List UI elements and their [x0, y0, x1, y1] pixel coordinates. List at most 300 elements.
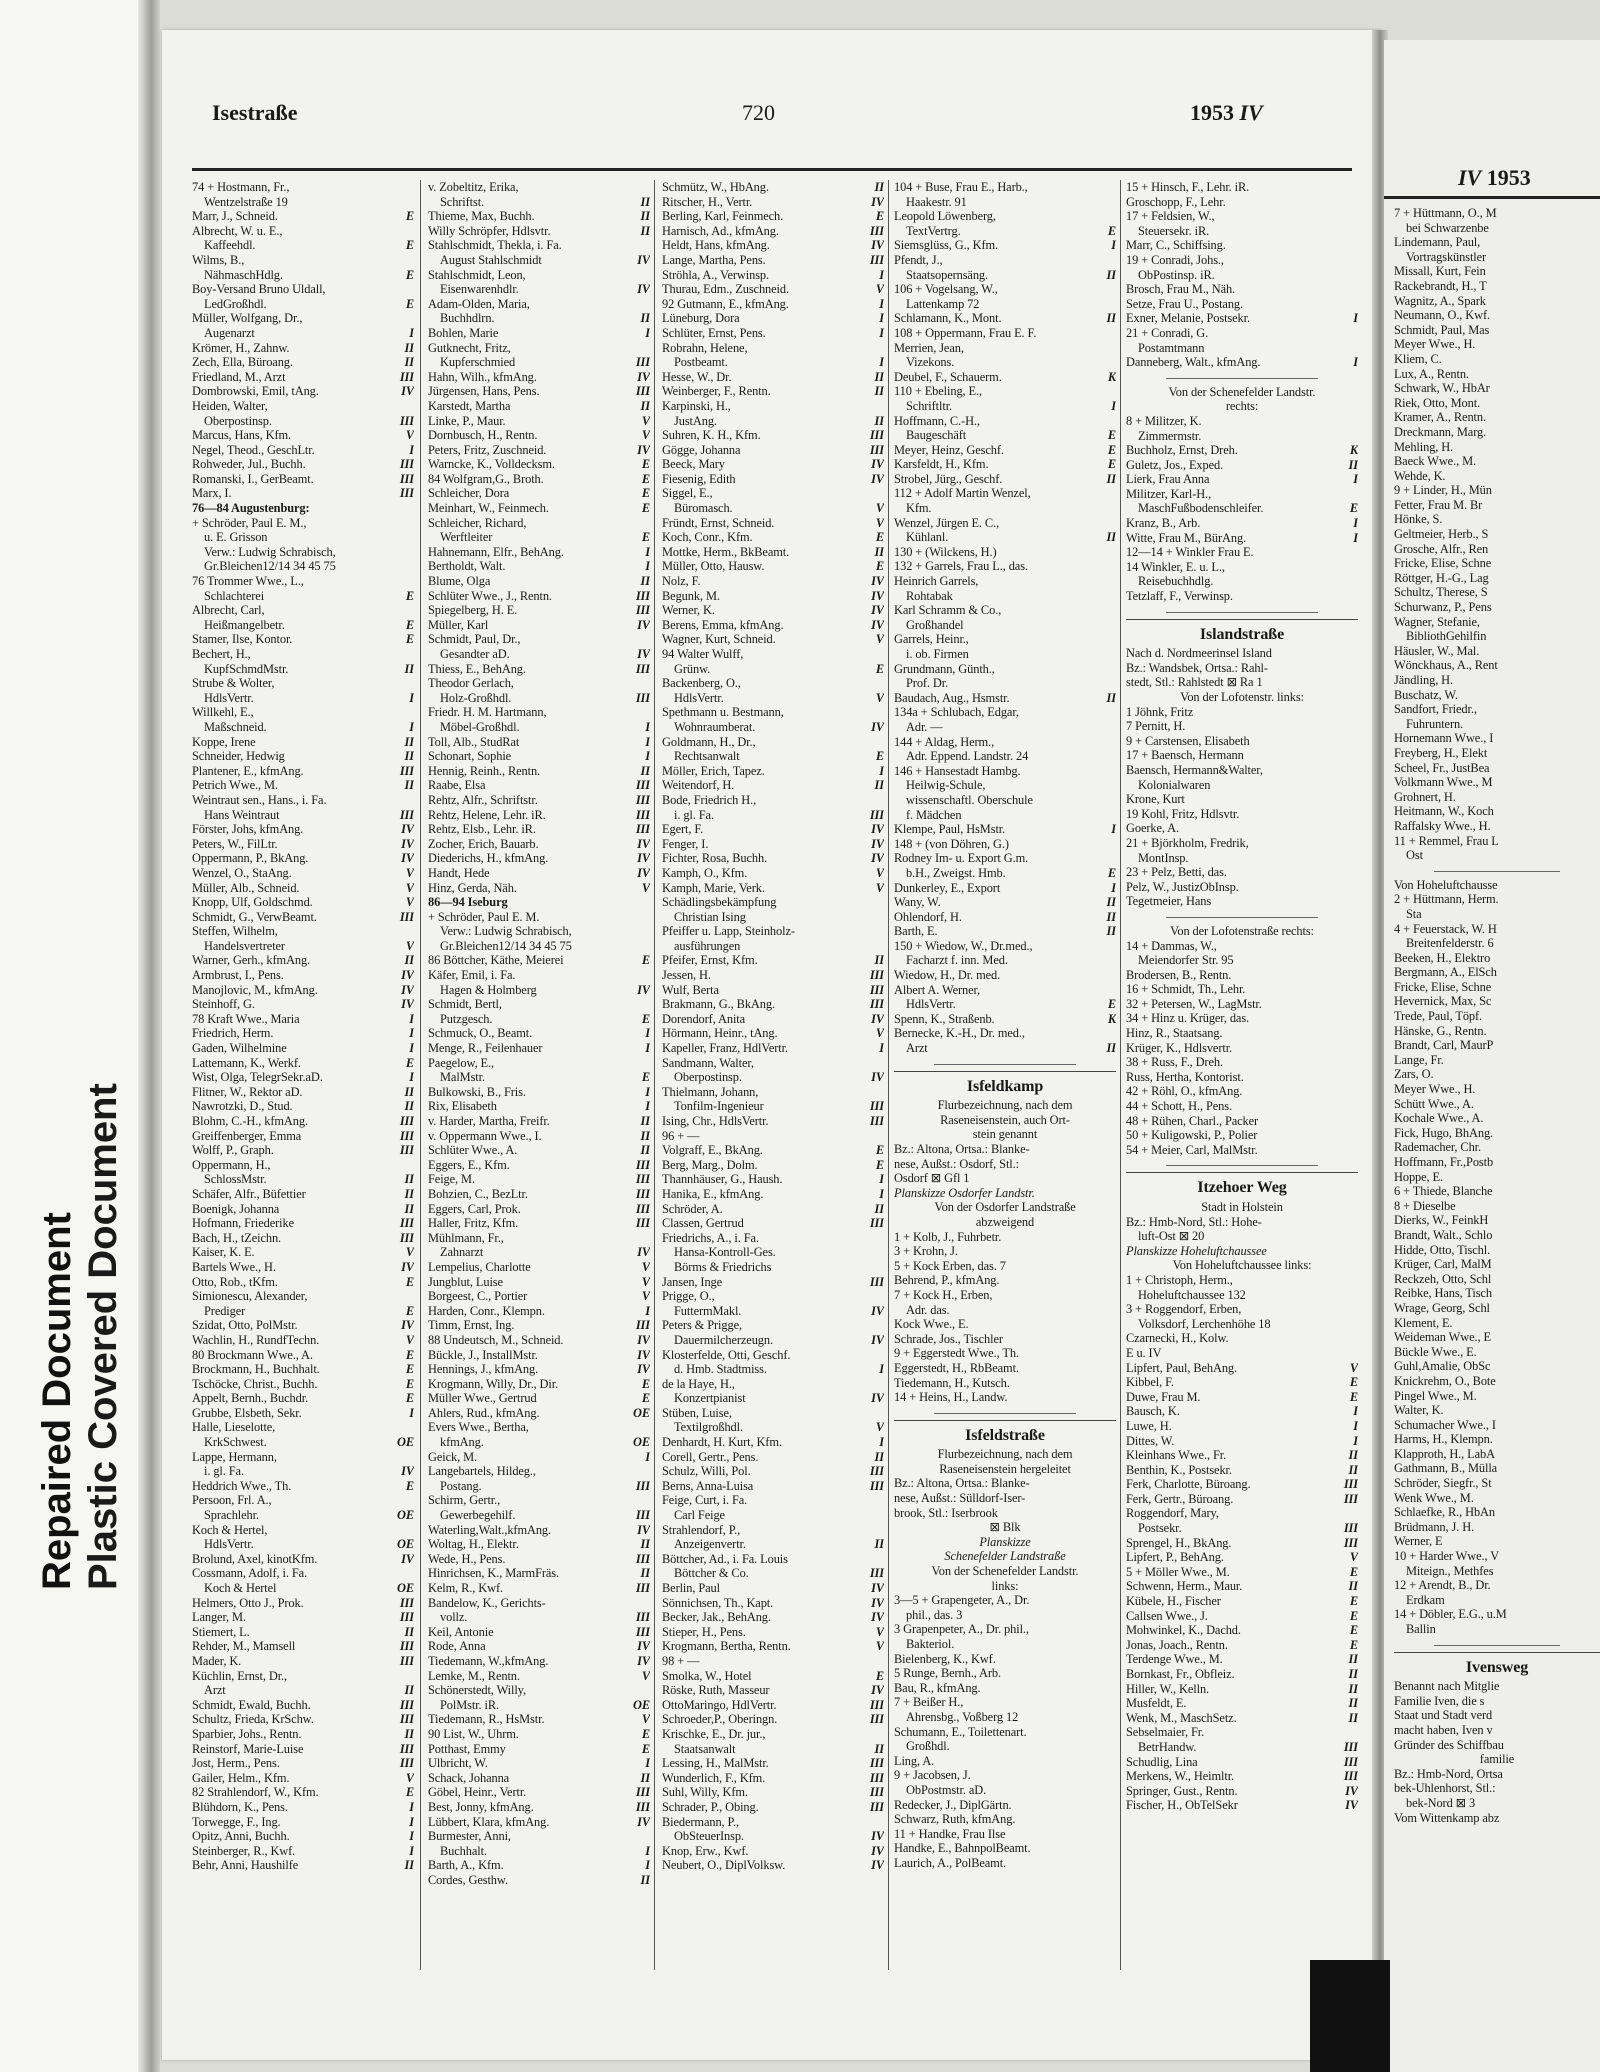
floor-marker: V: [405, 428, 414, 443]
entry-text: Berg, Marg., Dolm.: [662, 1157, 758, 1172]
entry-text: 3 Grapenpeter, A., Dr. phil.,: [894, 1622, 1029, 1637]
entry-text: Haakestr. 91: [906, 194, 967, 209]
floor-marker: I: [409, 1041, 414, 1056]
entry-line: [662, 282, 884, 297]
entry-line: [192, 1158, 414, 1173]
entry-line: [192, 530, 414, 545]
entry-line: [1126, 238, 1358, 253]
entry-text: nese, Außst.: Sülldorf-Iser-: [894, 1491, 1026, 1506]
entry-line: [894, 428, 1116, 443]
floor-marker: III: [635, 603, 650, 618]
entry-text: 74 + Hostmann, Fr.,: [192, 180, 290, 194]
entry-text: 9 + Eggerstedt Wwe., Th.: [894, 1346, 1019, 1361]
entry-line: [1126, 1099, 1358, 1114]
entry-text: Maßschneid.: [204, 719, 267, 734]
entry-line: [428, 1099, 650, 1114]
entry-line: [1394, 1345, 1600, 1360]
entry-text: i. gl. Fa.: [674, 807, 714, 822]
entry-line: [428, 691, 650, 706]
floor-marker: III: [869, 1697, 884, 1712]
entry-line: [662, 1216, 884, 1231]
entry-line: [894, 691, 1116, 706]
entry-text: Küchlin, Ernst, Dr.,: [192, 1668, 288, 1683]
entry-text: Sparbier, Johs., Rentn.: [192, 1726, 302, 1741]
entry-line: [894, 749, 1116, 764]
entry-line: [428, 808, 650, 823]
entry-text: Heiden, Walter,: [192, 398, 268, 413]
entry-text: Haller, Fritz, Kfm.: [428, 1216, 519, 1231]
entry-line: [192, 1260, 414, 1275]
entry-line: [1126, 1041, 1358, 1056]
entry-text: Ballin: [1406, 1622, 1436, 1636]
entry-text: August Stahlschmidt: [440, 252, 542, 267]
entry-line: [192, 1187, 414, 1202]
entry-line: [1126, 1725, 1358, 1740]
entry-text: 76 Trommer Wwe., L.,: [192, 574, 304, 589]
floor-marker: II: [404, 340, 414, 355]
entry-text: Cordes, Gesthw.: [428, 1872, 508, 1887]
entry-line: [428, 1216, 650, 1231]
entry-text: Suhl, Willy, Kfm.: [662, 1785, 748, 1800]
entry-text: Postang.: [440, 1478, 482, 1493]
entry-line: [192, 837, 414, 852]
entry-line: [662, 1785, 884, 1800]
entry-line: [428, 1348, 650, 1363]
floor-marker: I: [1111, 398, 1116, 413]
entry-text: Keil, Antonie: [428, 1624, 494, 1639]
entry-line: [1126, 1463, 1358, 1478]
entry-line: [894, 1841, 1116, 1856]
entry-text: Kramer, A., Rentn.: [1394, 410, 1486, 425]
entry-line: [662, 1654, 884, 1669]
entry-line: [1126, 1755, 1358, 1770]
entry-text: Schurwanz, P., Pens: [1394, 600, 1492, 615]
entry-line: [894, 1098, 1116, 1113]
floor-marker: II: [404, 1099, 414, 1114]
entry-text: Adr. —: [906, 719, 943, 734]
entry-text: 148 + (von Döhren, G.): [894, 836, 1009, 851]
entry-line: [192, 1085, 414, 1100]
entry-text: Blohm, C.-H., kfmAng.: [192, 1114, 308, 1128]
floor-marker: III: [399, 1114, 414, 1128]
floor-marker: I: [645, 325, 650, 340]
floor-marker: IV: [871, 1391, 884, 1406]
floor-marker: I: [645, 734, 650, 749]
floor-marker: III: [635, 1610, 650, 1625]
entry-line: [1394, 556, 1600, 571]
entry-line: [1394, 1520, 1600, 1535]
entry-text: Röske, Ruth, Masseur: [662, 1683, 770, 1698]
entry-text: Blume, Olga: [428, 574, 491, 589]
floor-marker: IV: [637, 1347, 650, 1362]
floor-marker: I: [1353, 311, 1358, 326]
entry-line: [428, 1756, 650, 1771]
entry-text: Schlüter, Ernst, Pens.: [662, 325, 766, 340]
entry-text: Reisebuchhdlg.: [1138, 574, 1214, 589]
floor-marker: I: [409, 1799, 414, 1814]
facing-header-rule: [1384, 196, 1600, 199]
entry-text: Heilwig-Schule,: [906, 778, 986, 793]
entry-text: Spiegelberg, H. E.: [428, 603, 518, 618]
floor-marker: E: [641, 953, 650, 968]
entry-text: Breitenfelderstr. 6: [1406, 936, 1494, 951]
entry-line: [1126, 1273, 1358, 1288]
entry-text: Dittes, W.: [1126, 1433, 1175, 1448]
entry-line: [1394, 980, 1600, 995]
entry-line: [1126, 968, 1358, 983]
entry-line: [894, 1506, 1116, 1521]
entry-line: [1394, 1549, 1600, 1564]
entry-line: [1394, 308, 1600, 323]
entry-text: Barth, A., Kfm.: [428, 1858, 504, 1873]
entry-text: Bartels Wwe., H.: [192, 1259, 276, 1274]
entry-text: Eisenwarenhdlr.: [440, 282, 519, 297]
entry-line: [1394, 1607, 1600, 1622]
entry-text: Planskizze Hoheluftchaussee: [1126, 1243, 1267, 1258]
entry-line: [894, 1710, 1116, 1725]
entry-text: Smolka, W., Hotel: [662, 1668, 752, 1683]
entry-text: familie: [1479, 1752, 1515, 1767]
floor-marker: IV: [637, 647, 650, 661]
floor-marker: III: [399, 1143, 414, 1158]
floor-marker: I: [1353, 355, 1358, 370]
entry-text: Schirm, Gertr.,: [428, 1493, 501, 1508]
column-4: [894, 180, 1116, 2060]
entry-line: [1126, 1448, 1358, 1463]
entry-text: Benannt nach Mitglie: [1394, 1679, 1500, 1694]
entry-line: [894, 1652, 1116, 1667]
floor-marker: I: [409, 1011, 414, 1026]
floor-marker: OE: [396, 1435, 414, 1450]
entry-line: [192, 705, 414, 720]
entry-line: [894, 1725, 1116, 1740]
entry-line: [894, 1376, 1116, 1391]
section-separator: [1166, 370, 1318, 379]
entry-text: Dornbusch, H., Rentn.: [428, 428, 538, 443]
street-heading: [894, 1071, 1116, 1099]
entry-line: [662, 1756, 884, 1771]
entry-text: FuttermMakl.: [674, 1303, 742, 1318]
entry-line: [662, 238, 884, 253]
entry-line: [662, 1420, 884, 1435]
entry-text: JustAng.: [674, 413, 717, 428]
section-separator: [1166, 604, 1318, 613]
floor-marker: E: [1349, 1594, 1358, 1609]
entry-line: [894, 1827, 1116, 1842]
entry-text: Fischer, H., ObTelSekr: [1126, 1798, 1238, 1813]
entry-line: [1126, 1026, 1358, 1041]
entry-line: [1394, 1461, 1600, 1476]
entry-text: Hennings, J., kfmAng.: [428, 1362, 539, 1377]
entry-line: [428, 1479, 650, 1494]
entry-text: Kleinhans Wwe., Fr.: [1126, 1448, 1227, 1463]
floor-marker: II: [1106, 909, 1116, 924]
entry-line: [894, 195, 1116, 210]
floor-marker: IV: [871, 1858, 884, 1873]
entry-text: Persoon, Frl. A.,: [192, 1493, 272, 1508]
entry-line: [662, 778, 884, 793]
entry-text: Militzer, Karl-H.,: [1126, 486, 1212, 501]
floor-marker: III: [399, 1595, 414, 1610]
floor-marker: IV: [637, 865, 650, 880]
floor-marker: I: [645, 1303, 650, 1318]
floor-marker: II: [874, 953, 884, 968]
entry-text: Lange, Fr.: [1394, 1052, 1444, 1067]
floor-marker: II: [1106, 895, 1116, 910]
entry-line: [1394, 804, 1600, 819]
entry-line: [894, 1157, 1116, 1172]
floor-marker: IV: [871, 1303, 884, 1318]
entry-line: [894, 1317, 1116, 1332]
entry-text: Friedland, M., Arzt: [192, 369, 286, 384]
entry-text: 7 + Kock H., Erben,: [894, 1287, 993, 1302]
floor-marker: V: [875, 880, 884, 895]
floor-marker: IV: [401, 822, 414, 837]
entry-line: [662, 457, 884, 472]
entry-text: Albrecht, Carl,: [192, 603, 265, 618]
entry-text: 1 Jöhnk, Fritz: [1126, 704, 1194, 719]
entry-text: Spenn, K., Straßenb.: [894, 1011, 995, 1026]
entry-text: 19 + Conradi, Johs.,: [1126, 252, 1224, 267]
floor-marker: E: [641, 457, 650, 472]
entry-text: Willkehl, E.,: [192, 705, 254, 720]
entry-text: Bohzien, C., BezLtr.: [428, 1186, 528, 1201]
entry-line: [428, 311, 650, 326]
entry-text: Nach d. Nordmeerinsel Island: [1126, 646, 1272, 661]
entry-text: Linke, P., Maur.: [428, 413, 506, 428]
entry-line: [894, 632, 1116, 647]
entry-line: [428, 399, 650, 414]
floor-marker: II: [640, 194, 650, 209]
entry-text: 112 + Adolf Martin Wenzel,: [894, 486, 1031, 501]
entry-text: Redecker, J., DiplGärtn.: [894, 1797, 1012, 1812]
entry-text: Konzertpianist: [674, 1391, 746, 1406]
entry-line: [1126, 1070, 1358, 1085]
entry-text: Stadt in Holstein: [1201, 1200, 1283, 1214]
entry-line: [1126, 1302, 1358, 1317]
entry-line: [894, 1186, 1116, 1201]
entry-line: [1126, 1667, 1358, 1682]
entry-line: [1126, 894, 1358, 909]
floor-marker: E: [405, 617, 414, 632]
entry-text: Hofmann, Friederike: [192, 1216, 295, 1231]
entry-line: [894, 1361, 1116, 1376]
entry-text: Bz.: Altona, Ortsa.: Blanke-: [894, 1142, 1030, 1156]
entry-line: [192, 1639, 414, 1654]
entry-text: Baeck Wwe., M.: [1394, 454, 1476, 469]
entry-text: Isfeldkamp: [966, 1077, 1044, 1095]
entry-text: Weinberger, F., Rentn.: [662, 384, 771, 399]
floor-marker: IV: [637, 836, 650, 851]
entry-line: [192, 414, 414, 429]
entry-text: Merrien, Jean,: [894, 340, 964, 355]
floor-marker: I: [879, 311, 884, 326]
floor-marker: E: [1107, 428, 1116, 443]
entry-text: Kamph, O., Kfm.: [662, 865, 748, 880]
entry-text: Steinberger, R., Kwf.: [192, 1843, 296, 1858]
entry-line: [662, 1727, 884, 1742]
entry-text: Adr. das.: [906, 1302, 950, 1317]
entry-line: [1126, 1784, 1358, 1799]
floor-marker: V: [875, 632, 884, 647]
entry-line: [192, 268, 414, 283]
floor-marker: IV: [871, 719, 884, 734]
entry-text: Augenarzt: [204, 325, 255, 340]
entry-text: Missall, Kurt, Fein: [1394, 264, 1486, 279]
entry-line: [428, 1566, 650, 1581]
entry-line: [662, 1639, 884, 1654]
floor-marker: III: [869, 982, 884, 997]
floor-marker: III: [869, 252, 884, 267]
floor-marker: E: [405, 1055, 414, 1070]
entry-line: [1394, 425, 1600, 440]
entry-line: [192, 238, 414, 253]
floor-marker: E: [405, 1303, 414, 1318]
entry-text: Handke, E., BahnpolBeamt.: [894, 1841, 1031, 1856]
entry-line: [428, 384, 650, 399]
entry-line: [192, 851, 414, 866]
entry-line: [1394, 1491, 1600, 1506]
entry-line: [1394, 440, 1600, 455]
entry-text: brook, Stl.: Iserbrook: [894, 1505, 998, 1520]
floor-marker: IV: [871, 1610, 884, 1625]
entry-text: Von der Schenefelder Landstr.: [1168, 384, 1316, 399]
entry-line: [1126, 1084, 1358, 1099]
entry-line: [428, 1012, 650, 1027]
entry-line: [428, 282, 650, 297]
entry-line: [192, 443, 414, 458]
entry-text: Wany, W.: [894, 895, 941, 910]
entry-line: [192, 1099, 414, 1114]
entry-line: [1394, 790, 1600, 805]
floor-marker: V: [875, 501, 884, 516]
floor-marker: K: [1349, 443, 1358, 458]
entry-text: Von der Lofotenstraße rechts:: [1170, 923, 1314, 938]
entry-text: 76—84 Augustenburg:: [192, 501, 310, 516]
entry-line: [1394, 892, 1600, 907]
entry-text: b.H., Zweigst. Hmb.: [906, 865, 1006, 880]
entry-line: [1126, 1434, 1358, 1449]
floor-marker: E: [641, 1741, 650, 1756]
entry-text: bek-Nord ⊠ 3: [1406, 1795, 1476, 1810]
entry-text: Planskizze Osdorfer Landstr.: [894, 1185, 1035, 1200]
entry-text: 5 + Möller Wwe., M.: [1126, 1564, 1230, 1579]
entry-text: Jonas, Joach., Rentn.: [1126, 1637, 1228, 1652]
entry-line: [662, 253, 884, 268]
entry-line: [1394, 1330, 1600, 1345]
entry-text: Brockmann, H., Buchhalt.: [192, 1362, 320, 1377]
entry-text: 54 + Meier, Carl, MalMstr.: [1126, 1142, 1258, 1157]
floor-marker: I: [409, 1814, 414, 1829]
entry-text: Otto, Rob., tKfm.: [192, 1274, 278, 1289]
entry-text: Miteign., Methfes: [1406, 1563, 1494, 1578]
entry-line: [428, 545, 650, 560]
entry-text: Ivensweg: [1465, 1658, 1529, 1676]
entry-line: [662, 1566, 884, 1581]
entry-line: [1126, 646, 1358, 661]
entry-text: Rode, Anna: [428, 1639, 486, 1654]
entry-text: Grundmann, Günth.,: [894, 661, 995, 676]
entry-text: Itzehoer Weg: [1197, 1179, 1287, 1197]
entry-text: Opitz, Anni, Buchh.: [192, 1829, 290, 1844]
entry-text: 5 + Kock Erben, das. 7: [894, 1258, 1006, 1273]
entry-text: Hesse, W., Dr.: [662, 369, 732, 384]
entry-line: [894, 457, 1116, 472]
entry-line: [192, 1275, 414, 1290]
entry-line: [662, 1275, 884, 1290]
entry-text: v. Oppermann Wwe., I.: [428, 1128, 542, 1143]
entry-line: [662, 1508, 884, 1523]
entry-text: 38 + Russ, F., Dreh.: [1126, 1055, 1223, 1070]
entry-line: [428, 1683, 650, 1698]
entry-text: Duwe, Frau M.: [1126, 1389, 1201, 1404]
entry-line: [192, 311, 414, 326]
entry-text: Wist, Olga, TelegrSekr.aD.: [192, 1070, 323, 1085]
entry-text: Rohweder, Jul., Buchh.: [192, 457, 306, 472]
entry-line: [192, 1669, 414, 1684]
entry-text: Fründt, Ernst, Schneid.: [662, 515, 775, 530]
entry-text: TextVertrg.: [906, 223, 961, 238]
entry-line: [1126, 472, 1358, 487]
entry-line: [1126, 924, 1358, 939]
entry-line: [894, 1113, 1116, 1128]
entry-text: KupfSchmdMstr.: [204, 661, 289, 676]
floor-marker: IV: [637, 617, 650, 632]
entry-line: [1126, 253, 1358, 268]
floor-marker: III: [635, 1318, 650, 1333]
entry-line: [192, 1012, 414, 1027]
entry-line: [662, 1771, 884, 1786]
entry-line: [894, 1171, 1116, 1186]
page-number: 720: [742, 100, 775, 125]
entry-text: v. Harder, Martha, Freifr.: [428, 1114, 550, 1128]
entry-line: [1126, 719, 1358, 734]
entry-text: 2 + Hüttmann, Herm.: [1394, 892, 1499, 907]
entry-text: Kühlanl.: [906, 530, 949, 545]
floor-marker: III: [635, 1581, 650, 1595]
entry-text: Baugeschäft: [906, 428, 967, 443]
entry-text: Klosterfelde, Otti, Geschf.: [662, 1347, 791, 1362]
entry-line: [192, 822, 414, 837]
entry-text: + Schröder, Paul E. M.,: [192, 515, 307, 530]
entry-text: Krüger, Carl, MalM: [1394, 1257, 1492, 1272]
floor-marker: IV: [871, 603, 884, 618]
entry-line: [192, 1566, 414, 1581]
entry-text: Sebselmaier, Fr.: [1126, 1725, 1205, 1740]
entry-line: [1394, 294, 1600, 309]
floor-marker: E: [1107, 442, 1116, 457]
entry-line: [1126, 748, 1358, 763]
entry-line: [192, 997, 414, 1012]
entry-text: Rodney Im- u. Export G.m.: [894, 851, 1029, 866]
entry-text: Kupferschmied: [440, 355, 516, 370]
entry-line: [662, 1143, 884, 1158]
entry-line: [662, 195, 884, 210]
entry-line: [192, 691, 414, 706]
floor-marker: I: [645, 1099, 650, 1114]
entry-text: Weitendorf, H.: [662, 778, 735, 793]
entry-text: Möller, Erich, Tapez.: [662, 763, 765, 778]
entry-line: [428, 1450, 650, 1465]
entry-line: [1126, 1652, 1358, 1667]
entry-line: [192, 1698, 414, 1713]
entry-text: Kochale Wwe., A.: [1394, 1111, 1484, 1126]
entry-line: [1126, 821, 1358, 836]
entry-text: 14 + Dammas, W.,: [1126, 938, 1217, 953]
floor-marker: E: [875, 209, 884, 224]
entry-text: Heldt, Hans, kfmAng.: [662, 238, 770, 253]
entry-line: [428, 195, 650, 210]
